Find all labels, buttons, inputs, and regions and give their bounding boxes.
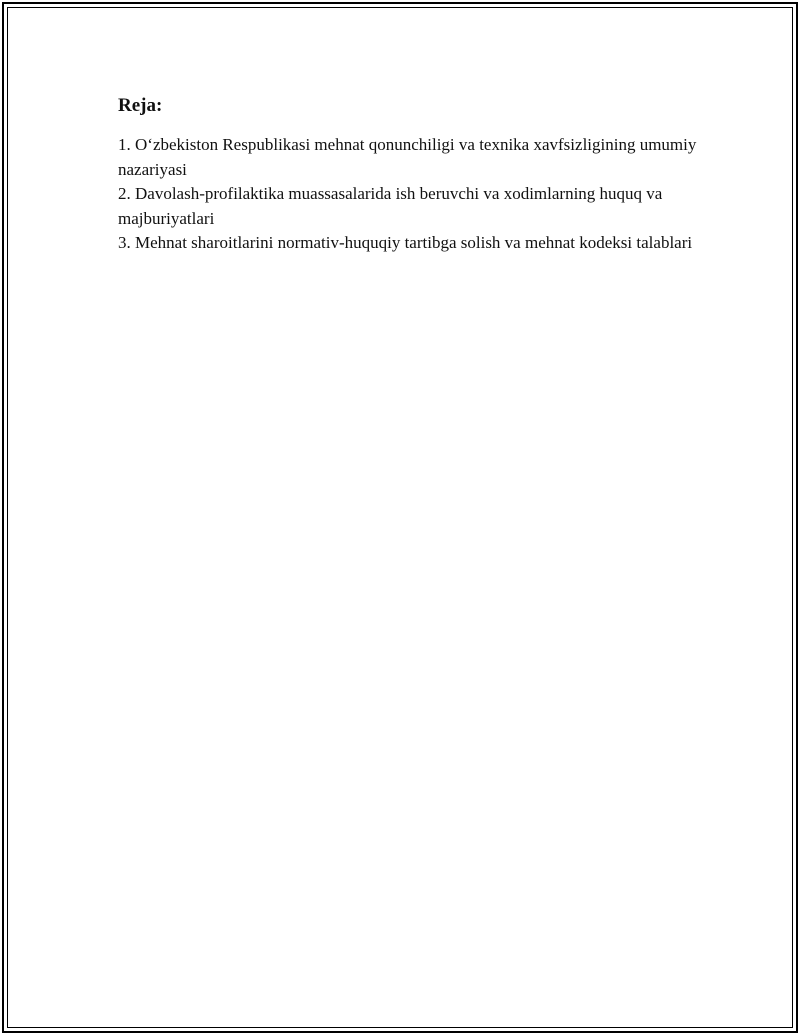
document-body <box>118 93 698 256</box>
plan-list <box>118 133 698 256</box>
plan-item-3: 3. Mehnat sharoitlarini normativ-huquqiy tartibga solish va mehnat kodeksi talablari <box>118 233 693 252</box>
plan-item-1: 1. O‘zbekiston Respublikasi mehnat qonunchiligi va texnika xavfsizligining umumiy nazariyasi <box>118 135 697 179</box>
plan-heading: Reja: <box>118 95 163 116</box>
plan-item-2: 2. Davolash-profilaktika muassasalarida ish beruvchi va xodimlarning huquq va majburiyatlari <box>118 184 663 228</box>
